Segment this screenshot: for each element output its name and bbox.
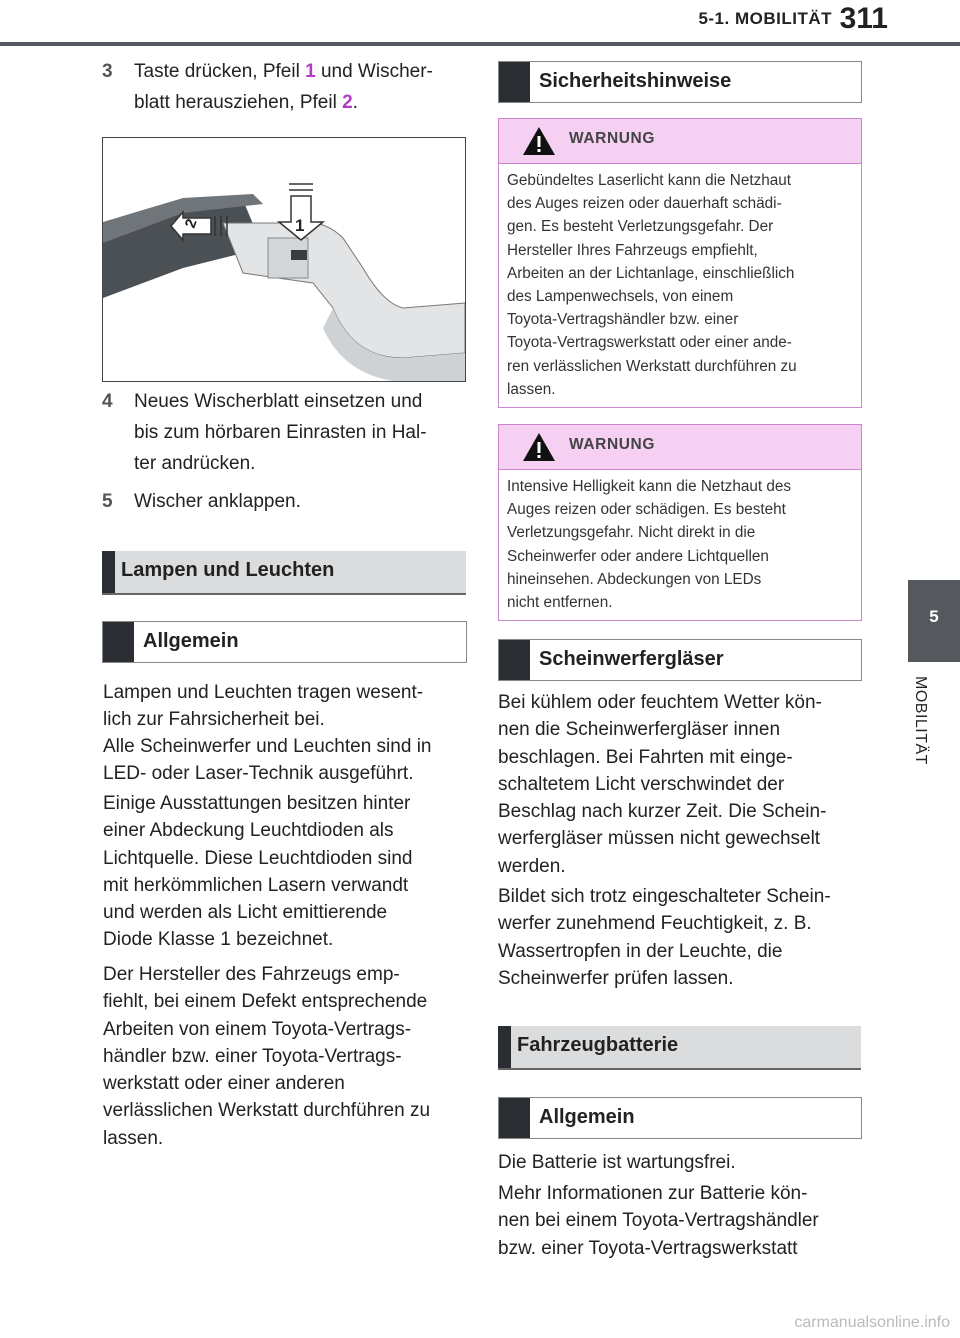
text-line: Scheinwerfer oder andere Lichtquellen <box>507 547 769 565</box>
warning-header <box>499 425 861 470</box>
paragraph-lamps-1 <box>103 679 463 734</box>
warning-icon <box>521 431 557 463</box>
chapter-label: MOBILITÄT <box>912 676 929 765</box>
step-text-line: bis zum hörbaren Einrasten in Hal- <box>134 422 427 443</box>
text-line: händler bzw. einer Toyota-Vertrags- <box>103 1045 402 1067</box>
warning-header <box>499 119 861 164</box>
text-line: Arbeiten an der Lichtanlage, einschließlich <box>507 264 795 282</box>
heading-bar <box>102 551 115 593</box>
heading-text: Allgemein <box>143 630 239 652</box>
paragraph-lamps-4 <box>103 961 463 1152</box>
chapter-tab[interactable] <box>908 580 960 662</box>
header-rule <box>0 42 960 46</box>
heading-text: Sicherheitshinweise <box>539 70 732 92</box>
step-text-line: Neues Wischerblatt einsetzen und <box>134 391 423 412</box>
warning-icon <box>521 125 557 157</box>
step-text <box>134 486 464 517</box>
chapter-number: 5 <box>929 607 939 626</box>
text-line: gen. Es besteht Verletzungsgefahr. Der <box>507 218 774 236</box>
heading-text: Scheinwerfergläser <box>539 648 724 670</box>
step-text-part: und Wischer- <box>315 61 433 82</box>
text-line: Alle Scheinwerfer und Leuchten sind in <box>103 736 432 757</box>
step-number: 5 <box>102 491 113 512</box>
text-line: werfergläser müssen nicht gewechselt <box>498 828 821 850</box>
running-header-section: 5-1. MOBILITÄT <box>698 9 832 28</box>
text-line: Toyota-Vertragswerkstatt oder einer ande- <box>507 334 792 352</box>
warning-label: WARNUNG <box>569 436 655 453</box>
text-line: Mehr Informationen zur Batterie kön- <box>498 1183 808 1204</box>
text-line: hineinsehen. Abdeckungen von LEDs <box>507 570 762 588</box>
arrow-ref-1: 1 <box>305 61 316 82</box>
wiper-blade-illustration <box>102 137 466 382</box>
heading-text: Fahrzeugbatterie <box>517 1034 679 1056</box>
text-line: nicht entfernen. <box>507 594 613 612</box>
step-text-part: Taste drücken, Pfeil <box>134 61 306 82</box>
text-line: werkstatt oder einer anderen <box>103 1073 345 1095</box>
text-line: beschlagen. Bei Fahrten mit einge- <box>498 746 793 768</box>
text-line: werfer zunehmend Feuchtigkeit, z. B. <box>498 913 812 935</box>
text-line: des Lampenwechsels, von einem <box>507 288 734 306</box>
heading-battery <box>498 1026 861 1070</box>
step-text-line: ter andrücken. <box>134 453 256 474</box>
heading-text: Allgemein <box>539 1106 635 1128</box>
paragraph-glass-2 <box>498 883 860 992</box>
text-line: Lichtquelle. Diese Leuchtdioden sind <box>103 847 413 869</box>
text-line: Der Hersteller des Fahrzeugs emp- <box>103 964 400 985</box>
text-line: fiehlt, bei einem Defekt entsprechende <box>103 991 428 1013</box>
warning-text <box>499 164 861 407</box>
text-line: schaltetem Licht verschwindet der <box>498 773 785 795</box>
text-line: lassen. <box>507 380 556 398</box>
paragraph-battery-1 <box>498 1149 860 1176</box>
text-line: Auges reizen oder schädigen. Es besteht <box>507 501 786 519</box>
text-line: werden. <box>498 855 566 877</box>
heading-bar <box>499 1098 530 1138</box>
heading-general-left <box>102 621 467 663</box>
heading-bar <box>499 62 530 102</box>
text-line: lich zur Fahrsicherheit bei. <box>103 709 325 731</box>
text-line: Die Batterie ist wartungsfrei. <box>498 1152 736 1173</box>
step-text-part: . <box>352 92 358 113</box>
text-line: lassen. <box>103 1127 164 1149</box>
heading-headlight-glass <box>498 639 862 681</box>
figure-label-2: 2 <box>181 216 201 231</box>
text-line: Verletzungsgefahr. Nicht direkt in die <box>507 524 756 542</box>
text-line: Bildet sich trotz eingeschalteter Schein- <box>498 886 831 907</box>
warning-label: WARNUNG <box>569 130 655 147</box>
text-line: des Auges reizen oder dauerhaft schädi- <box>507 195 782 213</box>
text-line: Lampen und Leuchten tragen wesent- <box>103 682 424 703</box>
paragraph-battery-2 <box>498 1180 860 1262</box>
text-line: Scheinwerfer prüfen lassen. <box>498 967 734 989</box>
paragraph-lamps-2 <box>103 733 463 788</box>
wiper-drawing <box>103 138 465 381</box>
text-line: verlässlichen Werkstatt durchführen zu <box>103 1100 431 1122</box>
text-line: ren verlässlichen Werkstatt durchführen zu <box>507 357 797 375</box>
heading-safety <box>498 61 862 103</box>
text-line: Beschlag nach kurzer Zeit. Die Schein- <box>498 801 827 823</box>
text-line: Einige Ausstattungen besitzen hinter <box>103 793 411 814</box>
warning-text <box>499 470 861 620</box>
text-line: Intensive Helligkeit kann die Netzhaut des <box>507 478 792 495</box>
step-text <box>134 386 464 479</box>
text-line: Hersteller Ihres Fahrzeugs empfiehlt, <box>507 241 758 259</box>
warning-box-brightness <box>498 424 862 621</box>
heading-lamps <box>102 551 466 595</box>
step-text <box>134 56 464 118</box>
paragraph-glass-1 <box>498 689 860 880</box>
text-line: mit herkömmlichen Lasern verwandt <box>103 874 409 896</box>
heading-bar <box>103 622 134 662</box>
arrow-ref-2: 2 <box>342 92 353 113</box>
heading-text: Lampen und Leuchten <box>121 559 335 581</box>
text-line: Diode Klasse 1 bezeichnet. <box>103 929 334 951</box>
text-line: LED- oder Laser-Technik ausgeführt. <box>103 763 414 785</box>
step-number: 4 <box>102 391 113 412</box>
text-line: einer Abdeckung Leuchtdioden als <box>103 820 394 842</box>
step-text-line: Wischer anklappen. <box>134 491 301 512</box>
text-line: Toyota-Vertragshändler bzw. einer <box>507 311 739 329</box>
watermark: carmanualsonline.info <box>794 1314 950 1331</box>
paragraph-lamps-3 <box>103 790 463 954</box>
page-number: 311 <box>839 2 888 35</box>
step-number: 3 <box>102 61 113 82</box>
text-line: bzw. einer Toyota-Vertragswerkstatt <box>498 1237 798 1259</box>
text-line: und werden als Licht emittierende <box>103 902 388 924</box>
heading-bar <box>498 1026 511 1068</box>
text-line: nen bei einem Toyota-Vertragshändler <box>498 1210 819 1232</box>
heading-general-right <box>498 1097 862 1139</box>
figure-label-1: 1 <box>295 216 305 235</box>
step-text-part: blatt herausziehen, Pfeil <box>134 92 343 113</box>
text-line: Gebündeltes Laserlicht kann die Netzhaut <box>507 172 792 189</box>
text-line: nen die Scheinwerfergläser innen <box>498 719 781 741</box>
text-line: Bei kühlem oder feuchtem Wetter kön- <box>498 692 822 713</box>
text-line: Wassertropfen in der Leuchte, die <box>498 940 783 962</box>
warning-box-laser <box>498 118 862 408</box>
text-line: Arbeiten von einem Toyota-Vertrags- <box>103 1018 412 1040</box>
heading-bar <box>499 640 530 680</box>
